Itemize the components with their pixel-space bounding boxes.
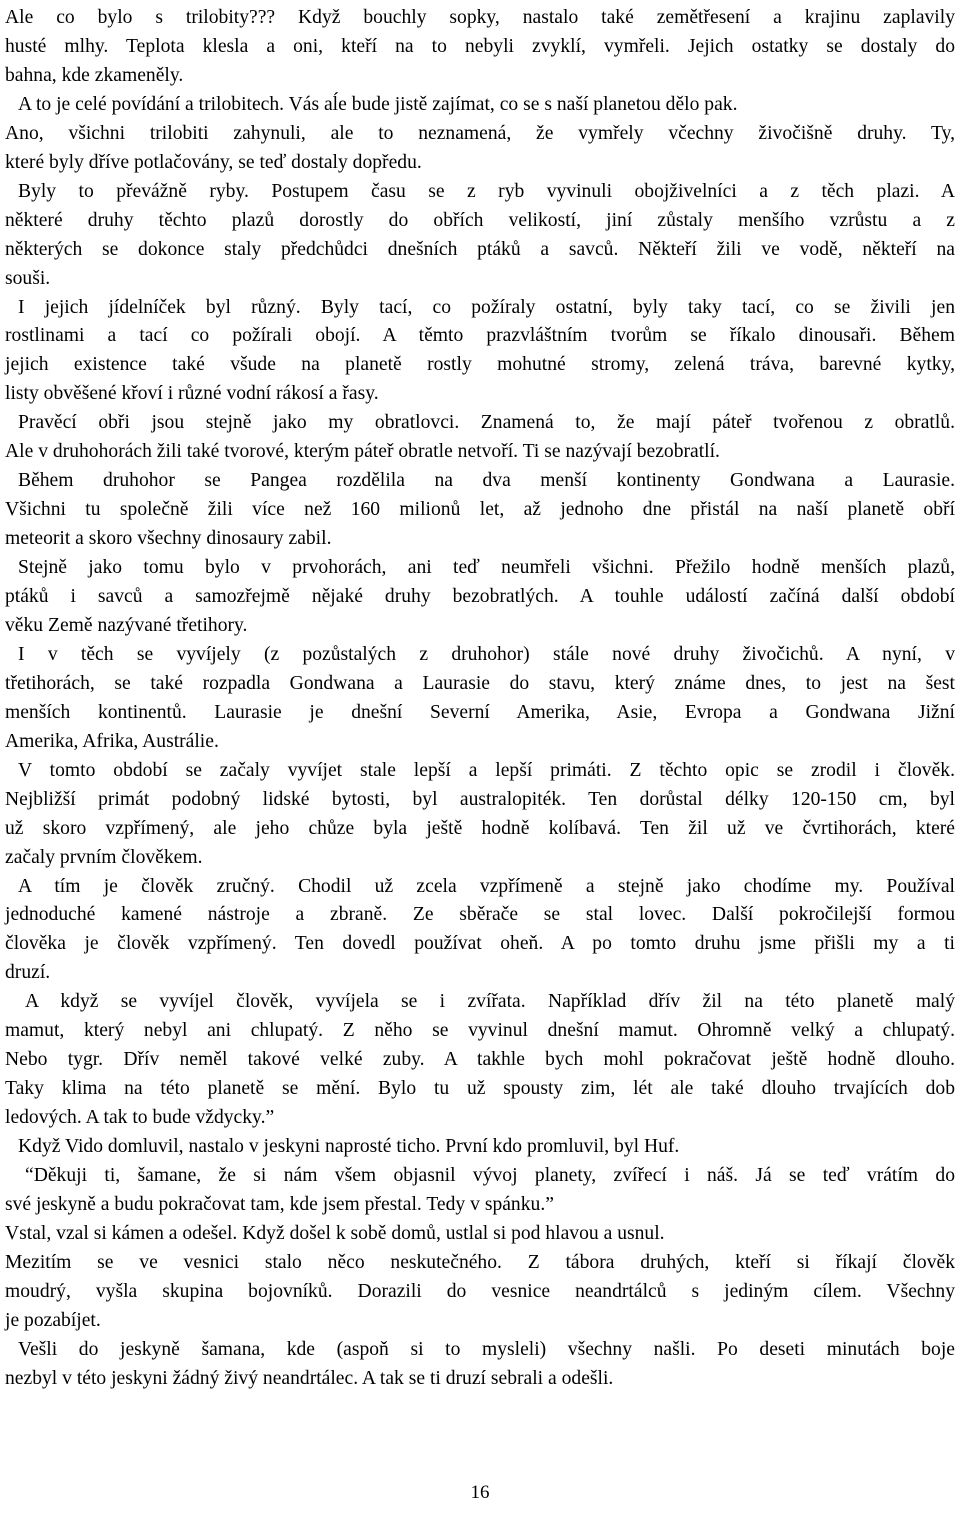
text-line: V tomto období se začaly vyvíjet stale lepší a lepší primáti. Z těchto opic se zrodil i člověk. <box>18 759 955 781</box>
text-line: menších kontinentů. Laurasie je dnešní Severní Amerika, Asie, Evropa a Gondwana Jižní <box>5 701 955 723</box>
text-line: své jeskyně a budu pokračovat tam, kde jsem přestal. Tedy v spánku.” <box>5 1193 554 1215</box>
text-line: ledových. A tak to bude vždycky.” <box>5 1107 275 1129</box>
text-line: některé druhy těchto plazů dorostly do obřích velikostí, jiní zůstaly menšího vzrůstu a z <box>5 209 955 231</box>
text-line: Během druhohor se Pangea rozdělila na dva menší kontinenty Gondwana a Laurasie. <box>18 470 955 492</box>
text-line: začaly prvním člověkem. <box>5 846 203 868</box>
text-line: Pravěcí obři jsou stejně jako my obratlovci. Znamená to, že mají páteř tvořenou z obratlů. <box>18 412 955 434</box>
text-line: husté mlhy. Teplota klesla a oni, kteří na to nebyli zvyklí, vymřeli. Jejich ostatky se dostaly do <box>5 35 955 57</box>
text-line: Mezitím se ve vesnici stalo něco neskutečného. Z tábora druhých, kteří si říkají člověk <box>5 1251 955 1273</box>
text-line: mamut, který nebyl ani chlupatý. Z něho se vyvinul dnešní mamut. Ohromně velký a chlupatý. <box>5 1020 955 1042</box>
text-line: Nejbližší primát podobný lidské bytosti, byl australopiték. Ten dorůstal délky 120-150 cm, byl <box>5 788 955 810</box>
text-line: Ale co bylo s trilobity??? Když bouchly sopky, nastalo také zemětřesení a krajinu zaplavily <box>5 7 955 28</box>
text-line: už skoro vzpřímený, ale jeho chůze byla ještě hodně kolíbavá. Ten žil už ve čvrtihorách, které <box>5 817 955 839</box>
text-line: Amerika, Afrika, Austrálie. <box>5 730 219 752</box>
text-line: “Děkuji ti, šamane, že si nám všem objasnil vývoj planety, zvířecí i náš. Já se teď vrátím do <box>25 1165 955 1186</box>
text-line: některých se dokonce staly předchůdci dnešních ptáků a savců. Někteří žili ve vodě, někteří na <box>5 238 955 260</box>
text-line: Byly to převážně ryby. Postupem času se z ryb vyvinuli obojživelníci a z těch plazi. A <box>18 180 955 202</box>
text-line: druzí. <box>5 962 51 984</box>
text-line: ptáků i savců a samozřejmě nějaké druhy bezobratlých. A touhle událostí začíná další období <box>5 586 955 607</box>
text-line: člověka je člověk vzpřímený. Ten dovedl používat oheň. A po tomto druhu jsme přišli my a ti <box>5 933 955 955</box>
text-line: třetihorách, se také rozpadla Gondwana a Laurasie do stavu, který známe dnes, to jest na šest <box>5 672 955 694</box>
text-line: nezbyl v této jeskyni žádný živý neandrtálec. A tak se ti druzí sebrali a odešli. <box>5 1367 614 1389</box>
text-line: I jejich jídelníček byl různý. Byly tací, co požíraly ostatní, byly taky tací, co se živili jen <box>18 296 955 318</box>
text-line: věku Země nazývané třetihory. <box>5 614 248 636</box>
text-line: Nebo tygr. Dřív neměl takové velké zuby. A takhle bych mohl pokračovat ještě hodně dlouho. <box>5 1049 955 1071</box>
text-line: souši. <box>5 267 51 289</box>
text-line: I v těch se vyvíjely (z pozůstalých z druhohor) stále nové druhy živočichů. A nyní, v <box>18 643 955 665</box>
text-line: A to je celé povídání a trilobitech. Vás aĺe bude jistě zajímat, co se s naší planetou dělo pak. <box>18 93 738 115</box>
text-line: Všichni tu společně žili více než 160 milionů let, až jednoho dne přistál na naší planetě obří <box>5 499 955 521</box>
text-line: moudrý, vyšla skupina bojovníků. Dorazili do vesnice neandrtálců s jediným cílem. Všechny <box>5 1280 955 1302</box>
text-line: A když se vyvíjel člověk, vyvíjela se i zvířata. Například dřív žil na této planetě malý <box>25 991 955 1013</box>
text-line: rostlinami a tací co požírali obojí. A těmto prazvláštním tvorům se říkalo dinousaři. Během <box>5 325 955 347</box>
text-line: které byly dříve potlačovány, se teď dostaly dopředu. <box>5 151 422 173</box>
text-line: Ano, všichni trilobiti zahynuli, ale to neznamená, že vymřely včechny živočišně druhy. Ty, <box>5 122 955 144</box>
text-line: A tím je člověk zručný. Chodil už zcela vzpřímeně a stejně jako chodíme my. Používal <box>18 875 955 897</box>
text-line: bahna, kde zkameněly. <box>5 64 184 86</box>
text-line: Když Vido domluvil, nastalo v jeskyni naprosté ticho. První kdo promluvil, byl Huf. <box>18 1136 680 1158</box>
text-line: Vstal, vzal si kámen a odešel. Když došel k sobě domů, ustlal si pod hlavou a usnul. <box>5 1222 665 1244</box>
text-line: Vešli do jeskyně šamana, kde (aspoň si to mysleli) všechny našli. Po deseti minutách boje <box>18 1338 955 1360</box>
text-line: Stejně jako tomu bylo v prvohorách, ani teď neumřeli všichni. Přežilo hodně menších plazů, <box>18 557 955 579</box>
text-line: Taky klima na této planetě se mění. Bylo tu už spousty zim, lét ale také dlouho trvajících dob <box>5 1078 955 1100</box>
text-line: meteorit a skoro všechny dinosaury zabil. <box>5 528 332 550</box>
text-line: Ale v druhohorách žili také tvorové, kterým páteř obratle netvoří. Ti se nazývají bezobratlí. <box>5 441 720 463</box>
text-line: je pozabíjet. <box>5 1309 101 1331</box>
text-line: jednoduché kamené nástroje a zbraně. Ze sběrače se stal lovec. Další pokročilejší formou <box>5 904 955 926</box>
page-number: 16 <box>470 1482 490 1503</box>
text-line: listy obvěšené křoví i různé vodní rákosí a řasy. <box>5 383 379 405</box>
text-line: jejich existence také všude na planetě rostly mohutné stromy, zelená tráva, barevné kytky, <box>5 354 955 376</box>
